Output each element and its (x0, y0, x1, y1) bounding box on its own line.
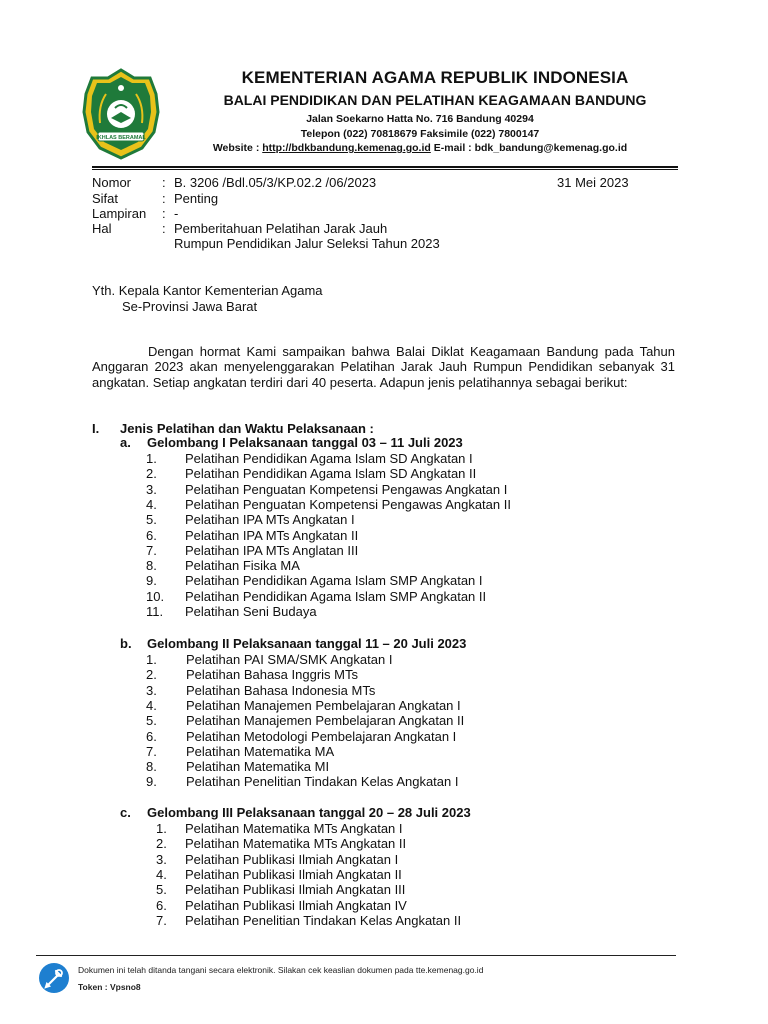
list-item: Pelatihan Manajemen Pembelajaran Angkatan I (186, 697, 461, 713)
nomor-colon: : (162, 175, 166, 190)
institution-name: BALAI PENDIDIKAN DAN PELATIHAN KEAGAMAAN BANDUNG (223, 92, 647, 108)
list-item-number: 11. (146, 604, 164, 619)
wave-title: Gelombang III Pelaksanaan tanggal 20 – 28 Juli 2023 (147, 805, 471, 820)
e-signature-icon (38, 962, 70, 994)
list-item: Pelatihan Pendidikan Agama Islam SMP Angkatan I (185, 573, 483, 589)
list-item-number: 2. (146, 667, 157, 683)
list-item: Pelatihan IPA MTs Angkatan II (185, 527, 359, 543)
footer-rule (36, 955, 676, 956)
list-item-number: 4. (156, 866, 167, 882)
list-item-number: 3. (156, 851, 167, 867)
list-item-number: 5. (146, 512, 157, 528)
list-item-number: 2. (146, 466, 157, 482)
list-item: Pelatihan Publikasi Ilmiah Angkatan III (185, 882, 406, 898)
list-item-number: 1. (146, 652, 157, 667)
address-line: Jalan Soekarno Hatta No. 716 Bandung 40294 (306, 113, 534, 125)
list-item: Pelatihan IPA MTs Anglatan III (185, 542, 359, 558)
section-title: Jenis Pelatihan dan Waktu Pelaksanaan : (120, 421, 374, 436)
nomor-label: Nomor (92, 175, 132, 190)
list-item-number: 4. (146, 697, 157, 713)
letter-date: 31 Mei 2023 (557, 175, 629, 190)
list-item: Pelatihan Fisika MA (185, 558, 300, 574)
hal-label: Hal (92, 221, 112, 236)
lampiran-colon: : (162, 206, 166, 221)
contact-line (170, 142, 670, 154)
intro-text: Dengan hormat Kami sampaikan bahwa Balai Diklat Keagamaan Bandung pada Tahun Anggaran 2023 akan menyelenggarakan Pelatihan Jarak Jauh Rumpun Pendidikan sebanyak 31 angkatan. Setiap angkatan terdiri dari 40 peserta. Adapun jenis pelatihannya sebagai berikut: (92, 344, 675, 390)
list-item-number: 6. (146, 728, 157, 744)
wave-title: Gelombang I Pelaksanaan tanggal 03 – 11 Juli 2023 (147, 435, 463, 450)
header-rule-thick (92, 166, 678, 168)
list-item: Pelatihan Matematika MA (186, 743, 335, 759)
list-item-number: 6. (146, 527, 157, 543)
list-item: Pelatihan Pendidikan Agama Islam SMP Angkatan II (185, 588, 487, 604)
nomor-value: B. 3206 /Bdl.05/3/KP.02.2 /06/2023 (174, 175, 377, 190)
list-item-number: 8. (146, 558, 157, 574)
list-item-number: 7. (156, 912, 167, 928)
list-item: Pelatihan Matematika MTs Angkatan II (185, 836, 407, 852)
list-item-number: 1. (146, 451, 157, 466)
list-item: Pelatihan Publikasi Ilmiah Angkatan IV (185, 897, 407, 913)
e-signature-note: Dokumen ini telah ditanda tangani secara elektronik. Silakan cek keaslian dokumen pada tte.kemenag.go.id (78, 965, 484, 975)
lampiran-value: - (174, 206, 179, 221)
list-item-number: 7. (146, 542, 157, 558)
list-item: Pelatihan Seni Budaya (185, 604, 317, 619)
section-number: I. (92, 421, 100, 436)
list-item-number: 7. (146, 743, 157, 759)
header-rule-thin (92, 169, 678, 170)
lampiran-label: Lampiran (92, 206, 147, 221)
website-label: Website : (212, 142, 263, 154)
list-item: Pelatihan Bahasa Indonesia MTs (186, 682, 376, 698)
intro-paragraph (92, 344, 675, 390)
list-item-number: 3. (146, 682, 157, 698)
phone-line: Telepon (022) 70818679 Faksimile (022) 7800147 (300, 128, 540, 140)
wave-letter: a. (120, 435, 131, 450)
website-link[interactable]: http://bdkbandung.kemenag.go.id (262, 142, 431, 154)
recipient-line2: Se-Provinsi Jawa Barat (122, 299, 258, 314)
list-item: Pelatihan Penelitian Tindakan Kelas Angkatan II (185, 912, 462, 928)
list-item: Pelatihan Bahasa Inggris MTs (186, 667, 358, 683)
list-item: Pelatihan Matematika MI (186, 759, 330, 775)
list-item-number: 6. (156, 897, 167, 913)
list-item: Pelatihan IPA MTs Angkatan I (185, 512, 355, 528)
list-item-number: 9. (146, 573, 157, 589)
sifat-colon: : (162, 191, 166, 206)
hal-colon: : (162, 221, 166, 236)
list-item-number: 10. (146, 588, 165, 604)
logo-banner-text: IKHLAS BERAMAL (96, 135, 146, 141)
list-item: Pelatihan Publikasi Ilmiah Angkatan II (185, 866, 402, 882)
wave-title: Gelombang II Pelaksanaan tanggal 11 – 20 Juli 2023 (147, 636, 467, 651)
sifat-label: Sifat (92, 191, 119, 206)
list-item-number: 3. (146, 481, 157, 497)
list-item: Pelatihan PAI SMA/SMK Angkatan I (186, 652, 393, 667)
list-item: Pelatihan Penguatan Kompetensi Pengawas Angkatan II (185, 496, 511, 512)
list-item-number: 1. (156, 821, 167, 836)
list-item: Pelatihan Manajemen Pembelajaran Angkatan II (186, 713, 465, 729)
wave-letter: b. (120, 636, 132, 651)
list-item: Pelatihan Penelitian Tindakan Kelas Angkatan I (186, 774, 459, 790)
kemenag-logo (82, 68, 160, 160)
list-item: Pelatihan Matematika MTs Angkatan I (185, 821, 403, 836)
token-text: Token : Vpsno8 (78, 982, 141, 992)
list-item-number: 2. (156, 836, 167, 852)
list-item-number: 9. (146, 774, 157, 790)
list-item-number: 4. (146, 496, 157, 512)
list-item-number: 5. (156, 882, 167, 898)
hal-value-line1: Pemberitahuan Pelatihan Jarak Jauh (174, 221, 388, 236)
list-item-number: 5. (146, 713, 157, 729)
list-item: Pelatihan Metodologi Pembelajaran Angkatan I (186, 728, 457, 744)
list-item: Pelatihan Pendidikan Agama Islam SD Angkatan I (185, 451, 473, 466)
recipient-line1: Yth. Kepala Kantor Kementerian Agama (92, 283, 323, 298)
list-item: Pelatihan Penguatan Kompetensi Pengawas Angkatan I (185, 481, 508, 497)
email-text: E-mail : bdk_bandung@kemenag.go.id (430, 142, 628, 154)
list-item-number: 8. (146, 759, 157, 775)
list-item: Pelatihan Pendidikan Agama Islam SD Angkatan II (185, 466, 477, 482)
hal-value-line2: Rumpun Pendidikan Jalur Seleksi Tahun 2023 (174, 236, 440, 251)
sifat-value: Penting (174, 191, 219, 206)
ministry-name: KEMENTERIAN AGAMA REPUBLIK INDONESIA (241, 68, 629, 87)
wave-letter: c. (120, 805, 131, 820)
list-item: Pelatihan Publikasi Ilmiah Angkatan I (185, 851, 399, 867)
